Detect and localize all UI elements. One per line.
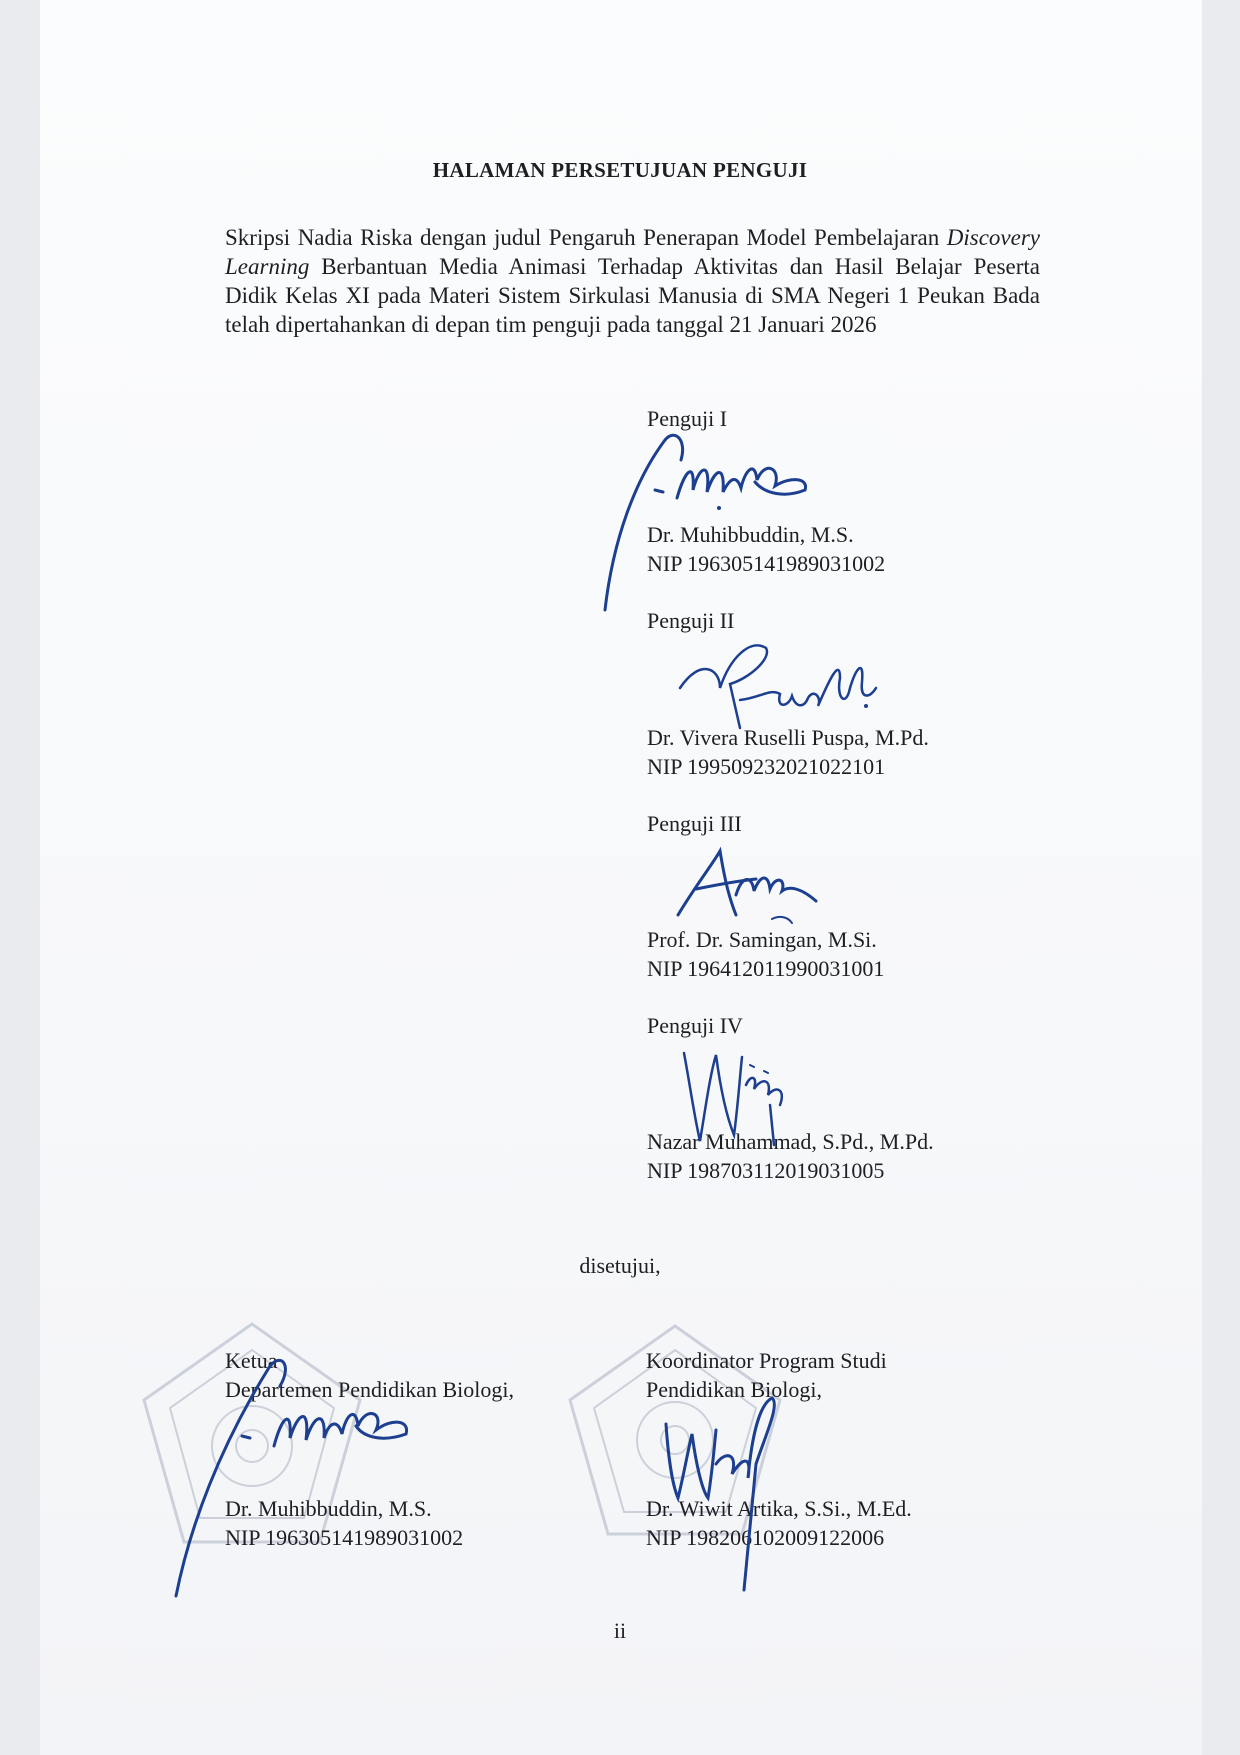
intro-text-1: Skripsi Nadia Riska dengan judul Pengaruh Penerapan Model Pembelajaran — [225, 225, 947, 250]
intro-text-2: Berbantuan Media Animasi Terhadap Aktivitas dan Hasil Belajar Peserta Didik Kelas XI pada Materi Sistem Sirkulasi Manusia di SMA Negeri 1 Peukan Bada telah dipertahankan di depan tim penguji pada tanggal 21 Januari 2026 — [225, 254, 1040, 337]
intro-paragraph — [225, 223, 1040, 339]
page-title: HALAMAN PERSETUJUAN PENGUJI — [432, 158, 808, 182]
approver-unit: Pendidikan Biologi, — [646, 1377, 822, 1402]
approver-title: Ketua — [225, 1348, 278, 1373]
examiner-role: Penguji I — [647, 406, 728, 431]
examiner-nip: NIP 196305141989031002 — [647, 551, 886, 576]
examiner-role: Penguji IV — [647, 1013, 743, 1038]
examiner-2 — [647, 606, 734, 635]
approver-nip: NIP 196305141989031002 — [225, 1525, 464, 1550]
approver-nip: NIP 198206102009122006 — [646, 1525, 885, 1550]
signature-examiner-4 — [680, 1045, 800, 1155]
examiner-nip: NIP 198703112019031005 — [647, 1158, 885, 1183]
approval-label: disetujui, — [579, 1253, 661, 1278]
approver-name: Dr. Wiwit Artika, S.Si., M.Ed. — [646, 1496, 912, 1521]
examiner-4 — [647, 1011, 743, 1040]
intro-italic-term: Discovery Learning — [225, 225, 1040, 279]
examiner-nip: NIP 199509232021022101 — [647, 754, 886, 779]
examiner-role: Penguji II — [647, 608, 735, 633]
examiner-role: Penguji III — [647, 811, 742, 836]
page-number: ii — [613, 1618, 627, 1643]
examiner-nip: NIP 196412011990031001 — [647, 956, 885, 981]
approver-title: Koordinator Program Studi — [646, 1348, 887, 1373]
signature-department-head — [170, 1346, 450, 1606]
signature-examiner-3 — [676, 845, 836, 935]
examiner-3 — [647, 809, 742, 838]
examiner-name: Dr. Vivera Ruselli Puspa, M.Pd. — [647, 725, 929, 750]
signature-program-coordinator — [656, 1394, 796, 1594]
examiner-name: Prof. Dr. Samingan, M.Si. — [647, 927, 877, 952]
examiner-name: Dr. Muhibbuddin, M.S. — [647, 522, 854, 547]
approver-unit: Departemen Pendidikan Biologi, — [225, 1377, 514, 1402]
signature-examiner-2 — [680, 638, 880, 758]
examiner-name: Nazar Muhammad, S.Pd., M.Pd. — [647, 1129, 934, 1154]
signature-examiner-1 — [595, 420, 855, 620]
approver-name: Dr. Muhibbuddin, M.S. — [225, 1496, 432, 1521]
